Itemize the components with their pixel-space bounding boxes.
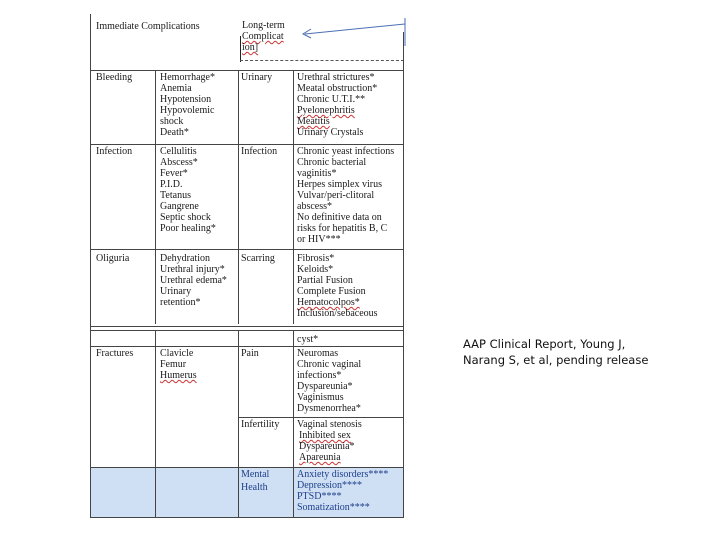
cell-fractures: Fractures <box>96 348 134 359</box>
header-longterm-2: Complicat <box>242 31 284 42</box>
row-rule <box>90 249 404 250</box>
bleeding-item: Anemia <box>160 83 192 94</box>
col-divider-3-b <box>293 330 294 518</box>
header-dashed-rule <box>240 60 404 61</box>
infertility-item: Apareunia <box>299 452 341 463</box>
lt-infection-item: Herpes simplex virus <box>297 179 382 190</box>
urinary-item: Chronic U.T.I.** <box>297 94 366 105</box>
urinary-item: Pyelonephritis <box>297 105 355 116</box>
caption-line-2: Narang S, et al, pending release <box>463 353 649 367</box>
page-break-rule <box>90 326 404 327</box>
text-cursor <box>240 36 241 62</box>
header-bottom-rule <box>90 70 404 71</box>
scarring-item: Fibrosis* <box>297 253 335 264</box>
lt-infection-item: No definitive data on <box>297 212 382 223</box>
mental-item: PTSD**** <box>297 491 342 502</box>
row-rule <box>90 467 404 468</box>
urinary-item: Urethral strictures* <box>297 72 375 83</box>
fractures-item: Clavicle <box>160 348 194 359</box>
continued-cyst: cyst* <box>297 334 319 345</box>
pain-item: Dyspareunia* <box>297 381 353 392</box>
fractures-item: Humerus <box>160 370 197 381</box>
lt-infection-item: Chronic yeast infections <box>297 146 395 157</box>
row-rule <box>90 346 404 347</box>
oliguria-item: Urinary <box>160 286 192 297</box>
lt-infection-item: abscess* <box>297 201 332 212</box>
scarring-item: Keloids* <box>297 264 334 275</box>
cell-bleeding: Bleeding <box>96 72 133 83</box>
pain-item: Vaginismus <box>297 392 344 403</box>
header-immediate: Immediate Complications <box>96 21 200 32</box>
urinary-item: Meatitis <box>297 116 330 127</box>
lt-infection-item: risks for hepatitis B, C <box>297 223 388 234</box>
table-right-border <box>403 32 404 518</box>
cell-urinary: Urinary <box>241 72 273 83</box>
bleeding-item: Death* <box>160 127 189 138</box>
cell-oliguria: Oliguria <box>96 253 130 264</box>
complications-table <box>90 14 404 518</box>
cell-scarring: Scarring <box>241 253 275 264</box>
scarring-item: Complete Fusion <box>297 286 366 297</box>
header-longterm-1: Long-term <box>242 20 285 31</box>
table-bottom-border <box>90 517 404 518</box>
lt-infection-item: Chronic bacterial <box>297 157 367 168</box>
oliguria-item: retention* <box>160 297 201 308</box>
row-rule <box>238 417 404 418</box>
infection-item: Tetanus <box>160 190 191 201</box>
oliguria-item: Urethral edema* <box>160 275 227 286</box>
col-divider-3 <box>293 70 294 324</box>
lt-infection-item: Vulvar/peri-clitoral <box>297 190 375 201</box>
cell-mental-1: Mental <box>241 469 270 480</box>
cell-pain: Pain <box>241 348 259 359</box>
urinary-item: Urinary Crystals <box>297 127 364 138</box>
scarring-item: Partial Fusion <box>297 275 353 286</box>
cell-infection: Infection <box>96 146 133 157</box>
mental-item: Somatization**** <box>297 502 370 513</box>
pain-item: Neuromas <box>297 348 339 359</box>
page-break-rule <box>90 330 404 331</box>
scarring-item: Inclusion/sebaceous <box>297 308 378 319</box>
infection-item: Septic shock <box>160 212 211 223</box>
cell-lt-infection: Infection <box>241 146 278 157</box>
caption-line-1: AAP Clinical Report, Young J, <box>463 337 626 351</box>
mental-item: Depression**** <box>297 480 362 491</box>
lt-infection-item: or HIV*** <box>297 234 341 245</box>
row-rule <box>90 144 404 145</box>
infection-item: Poor healing* <box>160 223 216 234</box>
col-divider-2-b <box>238 330 239 518</box>
urinary-item: Meatal obstruction* <box>297 83 378 94</box>
mental-item: Anxiety disorders**** <box>297 469 389 480</box>
infection-item: Gangrene <box>160 201 199 212</box>
col-divider-2 <box>238 70 239 324</box>
bleeding-item: Hypovolemic <box>160 105 215 116</box>
col-divider-1-b <box>155 330 156 518</box>
header-longterm-3: ion] <box>242 42 259 53</box>
infection-item: Cellulitis <box>160 146 197 157</box>
infertility-item: Vaginal stenosis <box>297 419 362 430</box>
infertility-item: Dyspareunia* <box>299 441 355 452</box>
cell-mental-2: Health <box>241 482 268 493</box>
oliguria-item: Dehydration <box>160 253 210 264</box>
bleeding-item: shock <box>160 116 184 127</box>
pain-item: infections* <box>297 370 342 381</box>
lt-infection-item: vaginitis* <box>297 168 337 179</box>
cell-infertility: Infertility <box>241 419 280 430</box>
col-divider-1 <box>155 70 156 324</box>
oliguria-item: Urethral injury* <box>160 264 225 275</box>
infection-item: P.I.D. <box>160 179 183 190</box>
scarring-item: Hematocolpos* <box>297 297 360 308</box>
citation-caption <box>463 336 648 368</box>
table-left-border <box>90 14 91 518</box>
infection-item: Abscess* <box>160 157 198 168</box>
infection-item: Fever* <box>160 168 188 179</box>
pain-item: Chronic vaginal <box>297 359 362 370</box>
pointer-arrow-icon <box>297 18 407 46</box>
bleeding-item: Hypotension <box>160 94 212 105</box>
bleeding-item: Hemorrhage* <box>160 72 215 83</box>
infertility-item: Inhibited sex <box>299 430 351 441</box>
fractures-item: Femur <box>160 359 187 370</box>
pain-item: Dysmenorrhea* <box>297 403 361 414</box>
